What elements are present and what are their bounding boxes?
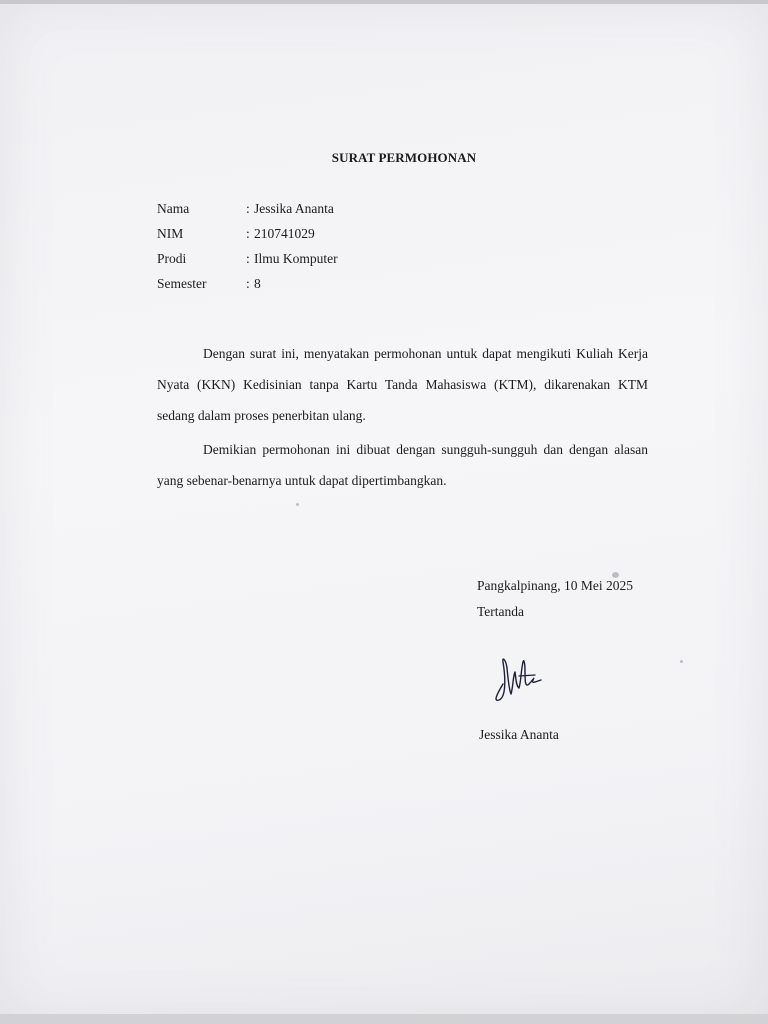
identity-colon: :: [246, 276, 250, 291]
body-paragraph-request: Dengan surat ini, menyatakan permohonan untuk dapat mengikuti Kuliah Kerja Nyata (KKN) Kedisinian tanpa Kartu Tanda Mahasiswa (KTM), dikarenakan KTM sedang dalam proses penerbitan ulang.: [157, 346, 648, 423]
identity-row-nim: [157, 226, 338, 251]
paper-speck: [296, 503, 299, 506]
signer-name: Jessika Ananta: [479, 727, 559, 742]
identity-value: 210741029: [254, 226, 315, 241]
identity-colon: :: [246, 226, 250, 241]
paper-bottom-edge: [0, 1014, 768, 1024]
identity-value: Ilmu Komputer: [254, 251, 338, 266]
signature-block: [477, 578, 633, 630]
identity-label: Semester: [157, 276, 207, 291]
paper-speck: [612, 572, 619, 578]
identity-label: Prodi: [157, 251, 187, 266]
identity-row-nama: [157, 201, 338, 226]
identity-label: Nama: [157, 201, 190, 216]
identity-row-prodi: [157, 251, 338, 276]
identity-colon: :: [246, 201, 250, 216]
body-paragraph-closing: Demikian permohonan ini dibuat dengan sungguh-sungguh dan dengan alasan yang sebenar-benarnya untuk dapat dipertimbangkan.: [157, 442, 648, 488]
identity-value: 8: [254, 276, 261, 291]
place-date: Pangkalpinang, 10 Mei 2025: [477, 578, 633, 593]
identity-block: [157, 201, 338, 301]
paper-speck: [680, 660, 683, 663]
closing-word: Tertanda: [477, 604, 525, 619]
paper-top-edge: [0, 0, 768, 4]
identity-label: NIM: [157, 226, 184, 241]
identity-row-semester: [157, 276, 338, 301]
identity-colon: :: [246, 251, 250, 266]
handwritten-signature: [489, 654, 551, 706]
identity-value: Jessika Ananta: [254, 201, 334, 216]
letter-title: SURAT PERMOHONAN: [331, 150, 477, 165]
